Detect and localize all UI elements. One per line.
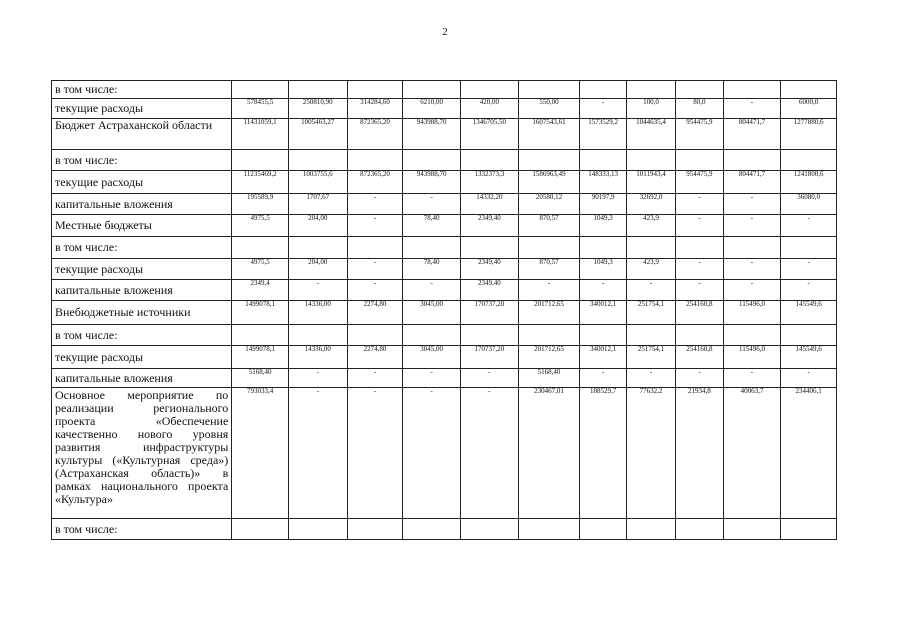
value-cell: 115496,0 — [723, 346, 781, 369]
value-cell: 870,57 — [518, 259, 580, 280]
value-cell — [580, 81, 626, 99]
value-cell: 2349,40 — [460, 280, 518, 301]
value-cell: - — [347, 388, 403, 519]
value-cell: 80,0 — [676, 99, 723, 119]
value-cell: 36080,0 — [781, 194, 837, 215]
value-cell — [676, 237, 723, 259]
row-label: текущие расходы — [52, 259, 232, 280]
value-cell: 14332,20 — [460, 194, 518, 215]
value-cell: 943988,70 — [403, 171, 461, 194]
value-cell — [288, 325, 347, 346]
value-cell: 2349,40 — [460, 215, 518, 237]
budget-table — [51, 80, 837, 540]
value-cell: 1011943,4 — [626, 171, 675, 194]
row-label: Внебюджетные источники — [52, 301, 232, 325]
value-cell: 3045,00 — [403, 346, 461, 369]
value-cell: - — [676, 215, 723, 237]
row-label: текущие расходы — [52, 346, 232, 369]
value-cell: - — [580, 280, 626, 301]
value-cell: 1241800,6 — [781, 171, 837, 194]
table-row — [52, 346, 837, 369]
value-cell: 804471,7 — [723, 171, 781, 194]
value-cell: 340012,1 — [580, 346, 626, 369]
value-cell: 954475,9 — [676, 171, 723, 194]
value-cell — [518, 519, 580, 540]
row-label: в том числе: — [52, 150, 232, 171]
value-cell — [723, 237, 781, 259]
value-cell: 251754,1 — [626, 301, 675, 325]
value-cell: - — [403, 369, 461, 388]
row-label: Бюджет Астраханской области — [52, 119, 232, 150]
value-cell — [723, 325, 781, 346]
value-cell — [781, 237, 837, 259]
value-cell: 1707,67 — [288, 194, 347, 215]
value-cell: 21934,8 — [676, 388, 723, 519]
value-cell: 1049,3 — [580, 259, 626, 280]
value-cell: - — [347, 369, 403, 388]
value-cell — [232, 519, 289, 540]
value-cell: 78,40 — [403, 215, 461, 237]
value-cell — [347, 237, 403, 259]
value-cell: - — [676, 369, 723, 388]
value-cell — [518, 325, 580, 346]
value-cell: 1332373,3 — [460, 171, 518, 194]
value-cell: 170737,20 — [460, 301, 518, 325]
value-cell: 872365,20 — [347, 171, 403, 194]
value-cell: 40063,7 — [723, 388, 781, 519]
value-cell: 1573529,2 — [580, 119, 626, 150]
value-cell — [232, 150, 289, 171]
value-cell — [676, 325, 723, 346]
value-cell: - — [676, 280, 723, 301]
value-cell: 6210,00 — [403, 99, 461, 119]
value-cell — [460, 237, 518, 259]
value-cell: - — [626, 280, 675, 301]
value-cell: - — [723, 194, 781, 215]
value-cell — [781, 150, 837, 171]
value-cell: 6000,0 — [781, 99, 837, 119]
value-cell — [288, 150, 347, 171]
value-cell: 254160,8 — [676, 346, 723, 369]
row-label: капитальные вложения — [52, 369, 232, 388]
value-cell — [403, 237, 461, 259]
value-cell: 234406,1 — [781, 388, 837, 519]
value-cell — [232, 237, 289, 259]
value-cell: 254160,8 — [676, 301, 723, 325]
value-cell: - — [403, 194, 461, 215]
value-cell: - — [723, 259, 781, 280]
value-cell — [626, 237, 675, 259]
value-cell — [723, 519, 781, 540]
value-cell: - — [781, 280, 837, 301]
row-label: текущие расходы — [52, 171, 232, 194]
value-cell — [288, 519, 347, 540]
value-cell: 1499078,1 — [232, 346, 289, 369]
value-cell — [518, 150, 580, 171]
value-cell — [781, 325, 837, 346]
value-cell: 1277880,6 — [781, 119, 837, 150]
table-row — [52, 99, 837, 119]
value-cell: 1346705,50 — [460, 119, 518, 150]
value-cell: 204,00 — [288, 215, 347, 237]
value-cell: - — [676, 194, 723, 215]
value-cell: 423,9 — [626, 215, 675, 237]
value-cell: 943988,70 — [403, 119, 461, 150]
value-cell: 870,57 — [518, 215, 580, 237]
value-cell: 1005463,27 — [288, 119, 347, 150]
value-cell: 250810,90 — [288, 99, 347, 119]
value-cell — [460, 519, 518, 540]
value-cell — [232, 81, 289, 99]
value-cell — [626, 150, 675, 171]
value-cell: 20580,12 — [518, 194, 580, 215]
value-cell: 314284,60 — [347, 99, 403, 119]
value-cell: - — [723, 215, 781, 237]
value-cell: - — [626, 369, 675, 388]
value-cell: 340012,1 — [580, 301, 626, 325]
table-row — [52, 237, 837, 259]
value-cell — [232, 325, 289, 346]
value-cell: 14336,00 — [288, 346, 347, 369]
value-cell — [723, 81, 781, 99]
value-cell: - — [403, 388, 461, 519]
value-cell: 4975,5 — [232, 259, 289, 280]
table-row — [52, 301, 837, 325]
value-cell: - — [580, 99, 626, 119]
row-label: в том числе: — [52, 237, 232, 259]
value-cell: 201712,65 — [518, 301, 580, 325]
table-row — [52, 171, 837, 194]
value-cell: 77632,2 — [626, 388, 675, 519]
value-cell: - — [347, 259, 403, 280]
value-cell: 170737,20 — [460, 346, 518, 369]
table-row — [52, 119, 837, 150]
value-cell: 793033,4 — [232, 388, 289, 519]
value-cell: 5168,40 — [232, 369, 289, 388]
row-label: Основное мероприятие по реализации регионального проекта «Обеспечение качественно нового уровня развития инфраструктуры культуры («Культурная среда») (Астраханская область)» в рамках национального проекта «Культура» — [52, 388, 232, 519]
value-cell: 1586963,49 — [518, 171, 580, 194]
value-cell: - — [288, 280, 347, 301]
value-cell: 145549,6 — [781, 301, 837, 325]
value-cell: 2274,80 — [347, 346, 403, 369]
value-cell: 78,40 — [403, 259, 461, 280]
row-label: капитальные вложения — [52, 194, 232, 215]
value-cell — [626, 81, 675, 99]
page-number: 2 — [442, 26, 448, 38]
value-cell — [781, 81, 837, 99]
value-cell: - — [781, 369, 837, 388]
value-cell — [347, 519, 403, 540]
value-cell: 230467,01 — [518, 388, 580, 519]
value-cell: 148333,13 — [580, 171, 626, 194]
value-cell: 1044635,4 — [626, 119, 675, 150]
table-row — [52, 81, 837, 99]
value-cell: 32692,0 — [626, 194, 675, 215]
value-cell — [347, 81, 403, 99]
value-cell: 420,00 — [460, 99, 518, 119]
value-cell: 90197,9 — [580, 194, 626, 215]
table-row — [52, 259, 837, 280]
value-cell — [676, 519, 723, 540]
row-label: в том числе: — [52, 519, 232, 540]
value-cell: - — [288, 388, 347, 519]
value-cell: - — [518, 280, 580, 301]
value-cell: 5168,40 — [518, 369, 580, 388]
value-cell: - — [781, 215, 837, 237]
value-cell: 195589,9 — [232, 194, 289, 215]
value-cell: 14336,00 — [288, 301, 347, 325]
value-cell — [460, 325, 518, 346]
value-cell: 11431059,1 — [232, 119, 289, 150]
value-cell: - — [288, 369, 347, 388]
value-cell: - — [676, 259, 723, 280]
value-cell: - — [460, 388, 518, 519]
value-cell: 804471,7 — [723, 119, 781, 150]
value-cell: 954475,9 — [676, 119, 723, 150]
value-cell: - — [347, 280, 403, 301]
value-cell: 578455,5 — [232, 99, 289, 119]
value-cell — [676, 81, 723, 99]
row-label: капитальные вложения — [52, 280, 232, 301]
table-row — [52, 194, 837, 215]
value-cell — [460, 150, 518, 171]
value-cell: 1607543,61 — [518, 119, 580, 150]
value-cell: 145549,6 — [781, 346, 837, 369]
value-cell — [626, 519, 675, 540]
table-row — [52, 388, 837, 519]
value-cell: 4975,5 — [232, 215, 289, 237]
value-cell: - — [403, 280, 461, 301]
value-cell: 1049,3 — [580, 215, 626, 237]
row-label: текущие расходы — [52, 99, 232, 119]
value-cell — [676, 150, 723, 171]
value-cell: - — [723, 369, 781, 388]
value-cell: 204,00 — [288, 259, 347, 280]
value-cell: 872365,20 — [347, 119, 403, 150]
value-cell — [580, 150, 626, 171]
value-cell — [723, 150, 781, 171]
value-cell — [580, 325, 626, 346]
value-cell: 423,9 — [626, 259, 675, 280]
value-cell: 1499078,1 — [232, 301, 289, 325]
value-cell — [347, 325, 403, 346]
value-cell — [781, 519, 837, 540]
value-cell: 201712,65 — [518, 346, 580, 369]
value-cell: 1003755,6 — [288, 171, 347, 194]
value-cell: - — [723, 99, 781, 119]
value-cell: 2274,80 — [347, 301, 403, 325]
row-label: в том числе: — [52, 81, 232, 99]
value-cell — [403, 325, 461, 346]
value-cell: 550,00 — [518, 99, 580, 119]
value-cell — [403, 81, 461, 99]
table-row — [52, 150, 837, 171]
table-row — [52, 325, 837, 346]
value-cell: - — [723, 280, 781, 301]
value-cell — [580, 519, 626, 540]
table-row — [52, 215, 837, 237]
value-cell — [626, 325, 675, 346]
value-cell: - — [580, 369, 626, 388]
value-cell — [288, 237, 347, 259]
value-cell: - — [781, 259, 837, 280]
value-cell: 11235469,2 — [232, 171, 289, 194]
value-cell — [460, 81, 518, 99]
value-cell — [403, 150, 461, 171]
value-cell — [580, 237, 626, 259]
value-cell: - — [347, 194, 403, 215]
value-cell: 2349,4 — [232, 280, 289, 301]
table-row — [52, 280, 837, 301]
table-row — [52, 519, 837, 540]
value-cell — [518, 81, 580, 99]
value-cell — [288, 81, 347, 99]
value-cell — [518, 237, 580, 259]
value-cell: - — [460, 369, 518, 388]
value-cell: 2349,40 — [460, 259, 518, 280]
table-row — [52, 369, 837, 388]
value-cell: 115496,0 — [723, 301, 781, 325]
value-cell: - — [347, 215, 403, 237]
value-cell: 188529,7 — [580, 388, 626, 519]
value-cell: 3045,00 — [403, 301, 461, 325]
value-cell — [347, 150, 403, 171]
value-cell: 251754,1 — [626, 346, 675, 369]
value-cell: 100,0 — [626, 99, 675, 119]
value-cell — [403, 519, 461, 540]
row-label: в том числе: — [52, 325, 232, 346]
row-label: Местные бюджеты — [52, 215, 232, 237]
